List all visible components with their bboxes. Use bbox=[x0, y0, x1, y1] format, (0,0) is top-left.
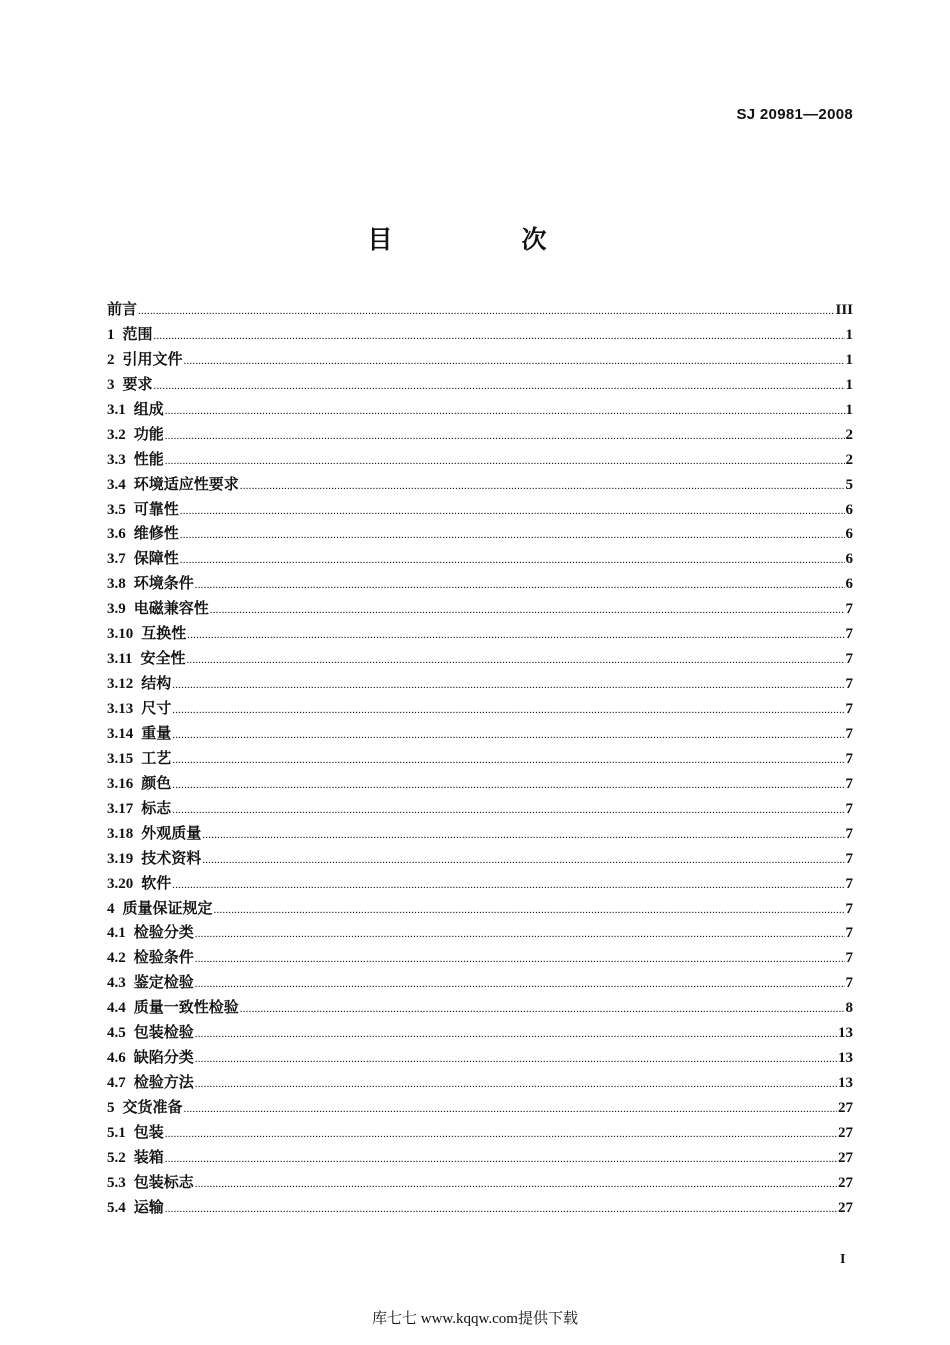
toc-entry-page: 7 bbox=[845, 775, 853, 792]
toc-entry-page: 2 bbox=[845, 426, 853, 443]
toc-leader-dots bbox=[184, 1097, 837, 1122]
toc-entry-page: 6 bbox=[845, 526, 853, 543]
toc-entry-label: 质量保证规定 bbox=[122, 900, 213, 917]
toc-leader-dots bbox=[172, 698, 844, 723]
toc-entry[interactable] bbox=[107, 498, 853, 523]
toc-leader-dots bbox=[165, 399, 845, 424]
toc-entry[interactable] bbox=[107, 797, 853, 822]
toc-entry-label: 装箱 bbox=[133, 1149, 164, 1166]
toc-entry-number: 3.13 bbox=[107, 701, 134, 717]
toc-entry-label: 检验方法 bbox=[133, 1075, 194, 1092]
table-of-contents bbox=[107, 298, 853, 1221]
toc-leader-dots bbox=[195, 573, 845, 598]
toc-entry-number: 3.1 bbox=[107, 401, 126, 418]
toc-entry-number: 5 bbox=[107, 1100, 115, 1116]
toc-entry-label: 维修性 bbox=[133, 526, 179, 543]
toc-entry-number: 3.15 bbox=[107, 750, 134, 767]
toc-entry-page: 7 bbox=[845, 676, 853, 693]
toc-leader-dots bbox=[195, 1072, 837, 1097]
standard-code: SJ 20981—2008 bbox=[736, 106, 853, 123]
toc-entry-number: 1 bbox=[107, 326, 115, 343]
toc-leader-dots bbox=[138, 299, 834, 324]
toc-entry-label: 功能 bbox=[133, 426, 164, 443]
toc-entry-number: 3.3 bbox=[107, 451, 126, 468]
toc-leader-dots bbox=[195, 947, 845, 972]
toc-entry-page: 7 bbox=[845, 800, 853, 817]
toc-entry-label: 环境条件 bbox=[133, 576, 194, 593]
toc-entry[interactable] bbox=[107, 697, 853, 722]
toc-entry-page: 7 bbox=[845, 925, 853, 942]
toc-entry[interactable] bbox=[107, 1021, 853, 1046]
toc-entry-label: 保障性 bbox=[133, 551, 179, 568]
toc-entry-page: 27 bbox=[838, 1100, 853, 1116]
footer-watermark: 库七七 www.kqqw.com提供下载 bbox=[372, 1311, 578, 1327]
toc-leader-dots bbox=[202, 823, 844, 848]
toc-entry-page: 6 bbox=[845, 501, 853, 518]
toc-entry-label: 要求 bbox=[122, 376, 153, 393]
toc-entry-number: 4 bbox=[107, 900, 115, 917]
toc-leader-dots bbox=[172, 723, 844, 748]
toc-entry-label: 环境适应性要求 bbox=[133, 476, 239, 493]
toc-entry[interactable] bbox=[107, 772, 853, 797]
toc-leader-dots bbox=[172, 673, 844, 698]
toc-entry-page: 7 bbox=[845, 825, 853, 842]
toc-leader-dots bbox=[165, 1197, 837, 1222]
toc-entry-label: 互换性 bbox=[141, 626, 187, 643]
toc-entry-page: 1 bbox=[845, 351, 853, 368]
toc-entry-number: 5.1 bbox=[107, 1124, 126, 1141]
toc-entry-number: 3.9 bbox=[107, 601, 126, 618]
toc-entry-label: 可靠性 bbox=[133, 501, 179, 518]
toc-entry-number: 3.14 bbox=[107, 725, 134, 742]
toc-entry[interactable] bbox=[107, 747, 853, 772]
toc-entry[interactable] bbox=[107, 522, 853, 547]
toc-leader-dots bbox=[154, 374, 845, 399]
toc-entry-number: 4.4 bbox=[107, 1000, 126, 1017]
toc-entry-number: 3 bbox=[107, 376, 115, 393]
toc-entry-label: 交货准备 bbox=[122, 1100, 183, 1116]
toc-entry-page: 2 bbox=[845, 451, 853, 468]
toc-leader-dots bbox=[240, 997, 845, 1022]
toc-entry-label: 运输 bbox=[133, 1199, 164, 1216]
toc-entry[interactable] bbox=[107, 1071, 853, 1096]
toc-entry-number: 4.1 bbox=[107, 925, 126, 942]
toc-entry[interactable] bbox=[107, 996, 853, 1021]
toc-entry-label: 质量一致性检验 bbox=[133, 1000, 239, 1017]
toc-leader-dots bbox=[202, 848, 844, 873]
toc-entry[interactable] bbox=[107, 547, 853, 572]
toc-leader-dots bbox=[186, 648, 844, 673]
toc-entry-page: 7 bbox=[845, 725, 853, 742]
toc-entry[interactable] bbox=[107, 946, 853, 971]
toc-entry-number: 3.7 bbox=[107, 551, 126, 568]
toc-entry-page: 7 bbox=[845, 626, 853, 643]
toc-entry-number: 4.7 bbox=[107, 1075, 126, 1092]
toc-entry[interactable] bbox=[107, 572, 853, 597]
toc-entry-label: 软件 bbox=[141, 875, 172, 892]
toc-entry-page: 7 bbox=[845, 750, 853, 767]
toc-entry[interactable] bbox=[107, 971, 853, 996]
toc-entry-label: 鉴定检验 bbox=[133, 975, 194, 992]
toc-entry[interactable] bbox=[107, 672, 853, 697]
toc-entry-number: 4.6 bbox=[107, 1050, 126, 1067]
toc-entry-number: 3.11 bbox=[107, 651, 133, 668]
toc-entry-page: 7 bbox=[845, 651, 853, 668]
toc-entry-label: 尺寸 bbox=[141, 701, 172, 717]
toc-leader-dots bbox=[240, 474, 845, 499]
toc-leader-dots bbox=[195, 922, 845, 947]
toc-entry-page: 5 bbox=[845, 476, 853, 493]
page-title: 目 次 bbox=[367, 225, 599, 254]
toc-entry[interactable] bbox=[107, 847, 853, 872]
toc-leader-dots bbox=[165, 1122, 837, 1147]
toc-entry-page: 8 bbox=[845, 1000, 853, 1017]
toc-entry-page: 1 bbox=[845, 326, 853, 343]
toc-leader-dots bbox=[180, 499, 845, 524]
toc-entry[interactable] bbox=[107, 1146, 853, 1171]
toc-entry-page: 13 bbox=[838, 1025, 853, 1042]
toc-leader-dots bbox=[172, 773, 844, 798]
toc-entry-number: 4.3 bbox=[107, 975, 126, 992]
toc-entry[interactable] bbox=[107, 373, 853, 398]
toc-entry-page: III bbox=[835, 302, 853, 318]
toc-entry-number: 5.4 bbox=[107, 1199, 126, 1216]
toc-entry-page: 27 bbox=[838, 1199, 853, 1216]
toc-entry[interactable] bbox=[107, 1196, 853, 1221]
toc-entry-number: 3.5 bbox=[107, 501, 126, 518]
toc-entry-number: 5.3 bbox=[107, 1174, 126, 1191]
toc-entry-label: 范围 bbox=[122, 326, 153, 343]
toc-entry[interactable] bbox=[107, 1096, 853, 1121]
toc-entry-label: 安全性 bbox=[140, 651, 186, 668]
toc-entry[interactable] bbox=[107, 298, 853, 323]
toc-entry[interactable] bbox=[107, 921, 853, 946]
toc-entry-label: 标志 bbox=[141, 800, 172, 817]
toc-entry[interactable] bbox=[107, 722, 853, 747]
toc-entry-number: 3.8 bbox=[107, 576, 126, 593]
toc-entry-label: 性能 bbox=[133, 451, 164, 468]
toc-entry-label: 颜色 bbox=[141, 775, 172, 792]
toc-entry[interactable] bbox=[107, 1171, 853, 1196]
toc-leader-dots bbox=[195, 1172, 837, 1197]
toc-leader-dots bbox=[195, 972, 845, 997]
toc-entry-number: 3.18 bbox=[107, 825, 134, 842]
toc-leader-dots bbox=[210, 598, 845, 623]
toc-entry-page: 1 bbox=[845, 401, 853, 418]
toc-leader-dots bbox=[180, 548, 845, 573]
toc-entry-page: 7 bbox=[845, 900, 853, 917]
toc-entry[interactable] bbox=[107, 1046, 853, 1071]
toc-entry[interactable] bbox=[107, 448, 853, 473]
toc-leader-dots bbox=[195, 1022, 837, 1047]
toc-entry-page: 7 bbox=[845, 950, 853, 967]
toc-entry-page: 6 bbox=[845, 551, 853, 568]
toc-entry-page: 27 bbox=[838, 1149, 853, 1166]
toc-entry-label: 缺陷分类 bbox=[133, 1050, 194, 1067]
toc-entry-label: 技术资料 bbox=[141, 850, 202, 867]
toc-entry-page: 1 bbox=[845, 376, 853, 393]
toc-entry-label: 包装 bbox=[133, 1124, 164, 1141]
toc-entry[interactable] bbox=[107, 897, 853, 922]
toc-entry-page: 13 bbox=[838, 1075, 853, 1092]
toc-leader-dots bbox=[214, 898, 845, 923]
toc-entry-number: 3.19 bbox=[107, 850, 134, 867]
toc-entry-label: 前言 bbox=[107, 302, 138, 318]
toc-leader-dots bbox=[184, 349, 845, 374]
toc-entry-number: 3.2 bbox=[107, 426, 126, 443]
toc-entry[interactable] bbox=[107, 473, 853, 498]
toc-entry-number: 2 bbox=[107, 351, 115, 368]
toc-entry[interactable] bbox=[107, 622, 853, 647]
toc-entry-label: 引用文件 bbox=[122, 351, 183, 368]
toc-leader-dots bbox=[165, 424, 845, 449]
toc-entry-label: 重量 bbox=[141, 725, 172, 742]
toc-entry-page: 7 bbox=[845, 875, 853, 892]
toc-entry-label: 外观质量 bbox=[141, 825, 202, 842]
toc-entry-page: 7 bbox=[845, 975, 853, 992]
toc-entry-label: 包装标志 bbox=[133, 1174, 194, 1191]
toc-leader-dots bbox=[195, 1047, 837, 1072]
toc-entry[interactable] bbox=[107, 423, 853, 448]
toc-entry[interactable] bbox=[107, 647, 853, 672]
toc-entry[interactable] bbox=[107, 1121, 853, 1146]
toc-entry-label: 电磁兼容性 bbox=[133, 601, 209, 618]
toc-entry-number: 3.10 bbox=[107, 626, 134, 643]
toc-entry-label: 结构 bbox=[141, 676, 172, 693]
toc-entry-number: 4.5 bbox=[107, 1025, 126, 1042]
toc-entry[interactable] bbox=[107, 348, 853, 373]
toc-entry[interactable] bbox=[107, 597, 853, 622]
toc-entry-number: 3.16 bbox=[107, 775, 134, 792]
toc-entry-label: 组成 bbox=[133, 401, 164, 418]
toc-entry[interactable] bbox=[107, 323, 853, 348]
toc-entry-page: 7 bbox=[845, 701, 853, 717]
toc-entry-page: 7 bbox=[845, 850, 853, 867]
toc-leader-dots bbox=[165, 1147, 837, 1172]
toc-entry-page: 6 bbox=[845, 576, 853, 593]
toc-entry-number: 4.2 bbox=[107, 950, 126, 967]
toc-entry-label: 工艺 bbox=[141, 750, 172, 767]
toc-entry-number: 5.2 bbox=[107, 1149, 126, 1166]
toc-entry[interactable] bbox=[107, 398, 853, 423]
toc-entry[interactable] bbox=[107, 872, 853, 897]
toc-entry[interactable] bbox=[107, 822, 853, 847]
toc-entry-label: 检验分类 bbox=[133, 925, 194, 942]
toc-leader-dots bbox=[180, 523, 845, 548]
toc-entry-number: 3.4 bbox=[107, 476, 126, 493]
toc-entry-number: 3.17 bbox=[107, 800, 134, 817]
toc-entry-label: 检验条件 bbox=[133, 950, 194, 967]
page-number: I bbox=[840, 1252, 846, 1267]
toc-entry-number: 3.20 bbox=[107, 875, 134, 892]
toc-entry-page: 27 bbox=[838, 1174, 853, 1191]
toc-leader-dots bbox=[154, 324, 845, 349]
toc-entry-page: 27 bbox=[838, 1124, 853, 1141]
toc-entry-label: 包装检验 bbox=[133, 1025, 194, 1042]
toc-leader-dots bbox=[165, 449, 845, 474]
toc-entry-page: 7 bbox=[845, 601, 853, 618]
toc-entry-page: 13 bbox=[838, 1050, 853, 1067]
toc-entry-number: 3.12 bbox=[107, 676, 134, 693]
toc-leader-dots bbox=[172, 748, 844, 773]
toc-leader-dots bbox=[187, 623, 844, 648]
toc-leader-dots bbox=[172, 873, 844, 898]
toc-leader-dots bbox=[172, 798, 844, 823]
toc-entry-number: 3.6 bbox=[107, 526, 126, 543]
